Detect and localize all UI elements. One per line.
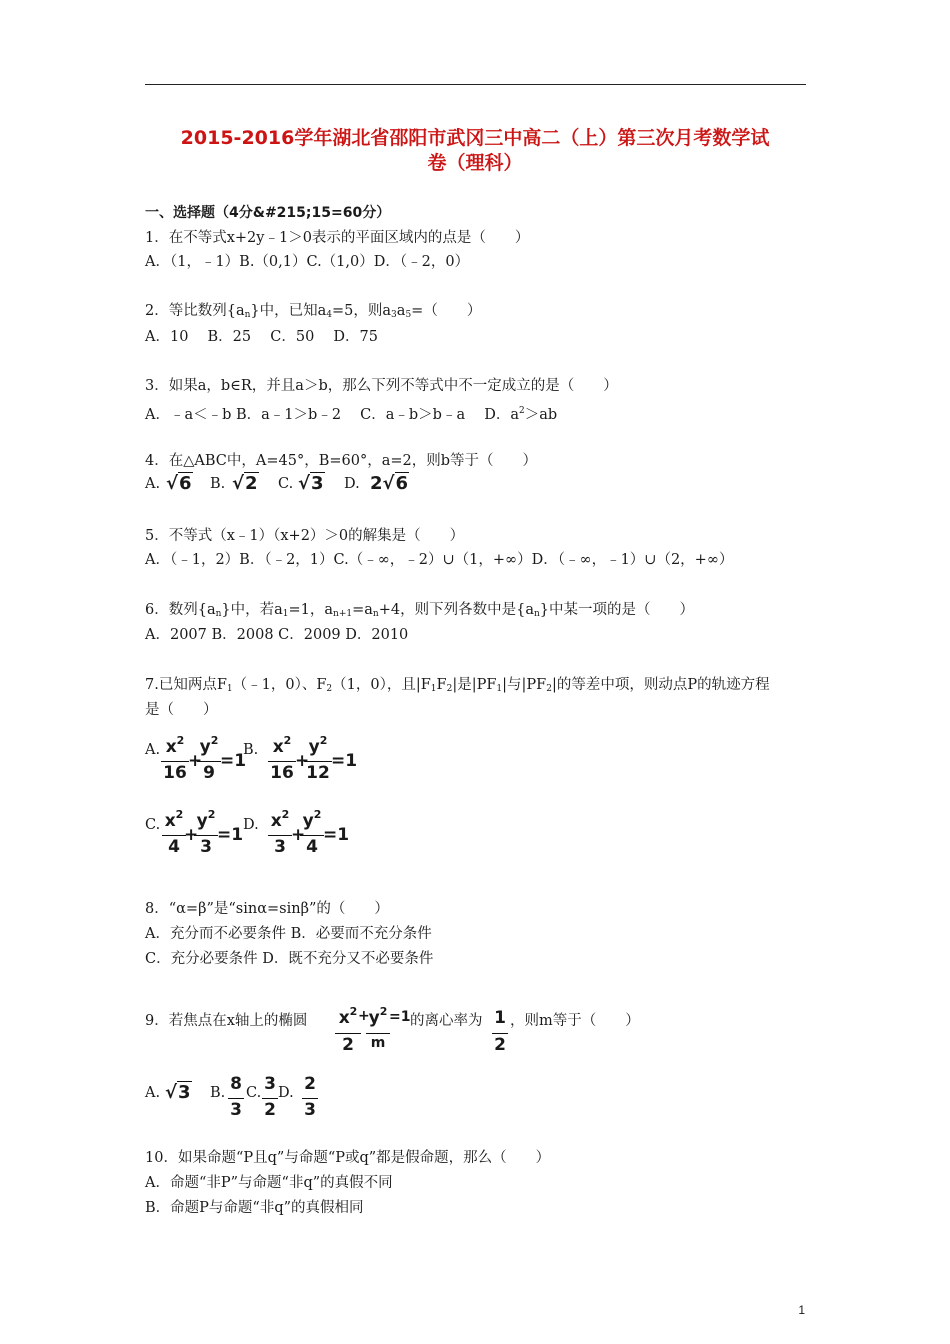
q9-frac-half: 1 2: [492, 1008, 508, 1058]
q1-stem: 1．在不等式x+2y﹣1＞0表示的平面区域内的点是（ ）: [145, 230, 530, 246]
q9-label-b: B.: [210, 1085, 226, 1101]
q7-stem-line1: 7.已知两点$F_1(﹣1$，0）、$F_2(1$，0），且$|F_1F_2|$是$|PF_1|$与$|PF_2|$的等差中项，则动点P的轨迹方程: [145, 677, 770, 694]
q7-c-plus: +: [184, 825, 199, 845]
q7-a-eq: =1: [220, 751, 247, 771]
q6-stem: 6．数列$\{a_n\}$中，若$a_1=1$，$a_{n+1}=a_n+4$，则下列各数中是$\{a_n\}$中某一项的是（ ）: [145, 602, 694, 619]
q7-a-frac-x: $x^2$ 16: [161, 737, 189, 785]
q4-label-b: B.: [210, 476, 226, 492]
q7-b-eq: =1: [331, 751, 358, 771]
q6-options: A．2007 B．2008 C．2009 D．2010: [145, 627, 409, 643]
q9-plus: +: [358, 1008, 370, 1024]
q4-stem: 4．在△ABC中，A=45°，B=60°，a=2，则b等于（ ）: [145, 453, 537, 469]
q3-options: A．﹣a＜﹣b B．a﹣1＞b﹣2 C．a﹣b＞b﹣a D．$a^2>ab$: [145, 406, 558, 423]
q3-stem: 3．如果a，b∈R，并且a＞b，那么下列不等式中不一定成立的是（ ）: [145, 378, 618, 394]
q8-options-ab: A．充分而不必要条件 B．必要而不充分条件: [145, 926, 432, 942]
q4-label-c: C.: [278, 476, 294, 492]
q5-options: A．（﹣1，2）B．（﹣2，1）C.（﹣∞，﹣2）∪（1，+∞）D．（﹣∞，﹣1）∪（2，+∞）: [145, 552, 734, 568]
q9-eq: =1: [389, 1009, 411, 1025]
q4-option-b: √2: [232, 473, 258, 494]
q7-label-a: A.: [145, 742, 161, 758]
q10-option-a: A．命题“非P”与命题“非q”的真假不同: [145, 1175, 393, 1191]
q9-option-b: 8 3: [228, 1074, 244, 1122]
header-rule: [145, 84, 806, 85]
q7-a-frac-y: $y^2$ 9: [197, 737, 221, 785]
doc-title-line1: 2015-2016学年湖北省邵阳市武冈三中高二（上）第三次月考数学试: [180, 127, 770, 149]
q2-stem: 2．等比数列$\{a_n\}$中，已知$a_4=5$，则$a_3a_5=$（ ）: [145, 303, 482, 320]
q9-frac-y: $y^2$ m: [366, 1008, 390, 1058]
q9-label-c: C.: [246, 1085, 262, 1101]
q4-option-d: 2√6: [370, 473, 409, 494]
q9-option-d: 2 3: [302, 1074, 318, 1122]
q7-b-plus: +: [295, 751, 310, 771]
q9-stem-c: ，则m等于（ ）: [510, 1013, 640, 1029]
q4-label-a: A.: [145, 476, 161, 492]
q9-option-a: √3: [165, 1082, 191, 1103]
q9-option-c: 3 2: [262, 1074, 278, 1122]
q2-options: A．10 B．25 C．50 D．75: [145, 329, 378, 345]
q7-c-frac-y: $y^2$ 3: [194, 811, 218, 859]
q1-options: A．（1，﹣1）B.（0,1）C.（1,0）D．（﹣2，0）: [145, 254, 470, 270]
q8-stem: 8．“α=β”是“sinα=sinβ”的（ ）: [145, 901, 389, 917]
q4-option-a: √6: [166, 473, 192, 494]
q7-stem-line2: 是（ ）: [145, 702, 218, 718]
q4-option-c: √3: [298, 473, 324, 494]
q7-b-frac-x: $x^2$ 16: [268, 737, 296, 785]
q7-d-frac-x: $x^2$ 3: [268, 811, 292, 859]
q4-label-d: D.: [344, 476, 360, 492]
q9-label-d: D.: [278, 1085, 294, 1101]
q7-a-plus: +: [188, 751, 203, 771]
q10-option-b: B．命题P与命题“非q”的真假相同: [145, 1200, 364, 1216]
q9-label-a: A.: [145, 1085, 161, 1101]
q9-stem-a: 9．若焦点在x轴上的椭圆: [145, 1013, 308, 1029]
section-heading: 一、选择题（4分&#215;15=60分）: [145, 205, 391, 221]
q7-d-plus: +: [291, 825, 306, 845]
q7-c-eq: =1: [217, 825, 244, 845]
q7-b-frac-y: $y^2$ 12: [304, 737, 332, 785]
q7-label-b: B.: [243, 742, 259, 758]
page-number: 1: [798, 1303, 805, 1317]
q8-options-cd: C．充分必要条件 D．既不充分又不必要条件: [145, 951, 434, 967]
q9-frac-x: $x^2$ 2: [335, 1008, 361, 1058]
q10-stem: 10．如果命题“P且q”与命题“P或q”都是假命题，那么（ ）: [145, 1150, 551, 1166]
q9-stem-b: 的离心率为: [410, 1013, 483, 1029]
q7-label-c: C.: [145, 817, 161, 833]
q7-d-eq: =1: [323, 825, 350, 845]
q7-d-frac-y: $y^2$ 4: [300, 811, 324, 859]
q7-c-frac-x: $x^2$ 4: [162, 811, 186, 859]
doc-title-line2: 卷（理科）: [427, 152, 523, 174]
q7-label-d: D.: [243, 817, 259, 833]
q5-stem: 5．不等式（x﹣1）（x+2）＞0的解集是（ ）: [145, 528, 465, 544]
